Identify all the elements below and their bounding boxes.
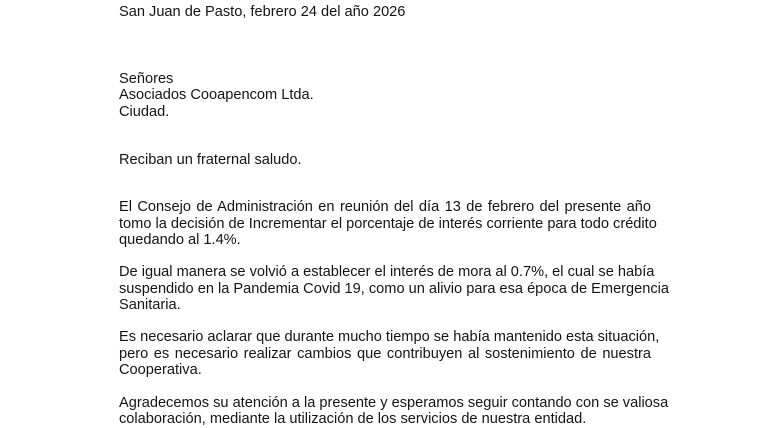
paragraph-line: suspendido en la Pandemia Covid 19, como un alivio para esa época de Emergencia: [119, 281, 670, 297]
recipient-name: Asociados Cooapencom Ltda.: [119, 87, 314, 103]
greeting: Reciban un fraternal saludo.: [119, 152, 302, 168]
recipient-city: Ciudad.: [119, 104, 170, 120]
paragraph-line: colaboración, mediante la utilización de los servicios de nuestra entidad.: [119, 411, 587, 427]
paragraph-line: pero es necesario realizar cambios que contribuyen al sostenimiento de nuestra: [119, 346, 651, 362]
paragraph-line: De igual manera se volvió a establecer el interés de mora al 0.7%, el cual se había: [119, 264, 655, 280]
paragraph-line: quedando al 1.4%.: [119, 232, 241, 248]
date-line: San Juan de Pasto, febrero 24 del año 2026: [119, 4, 406, 20]
paragraph-line: Cooperativa.: [119, 362, 202, 378]
paragraph-line: Es necesario aclarar que durante mucho tiempo se había mantenido esta situación,: [119, 329, 660, 345]
paragraph-line: Agradecemos su atención a la presente y esperamos seguir contando con se valiosa: [119, 395, 669, 411]
paragraph-line: El Consejo de Administración en reunión del día 13 de febrero del presente año: [119, 199, 651, 215]
recipient-salutation: Señores: [119, 71, 174, 87]
paragraph-line: tomo la decisión de Incrementar el porcentaje de interés corriente para todo crédito: [119, 216, 657, 232]
paragraph-line: Sanitaria.: [119, 297, 181, 313]
